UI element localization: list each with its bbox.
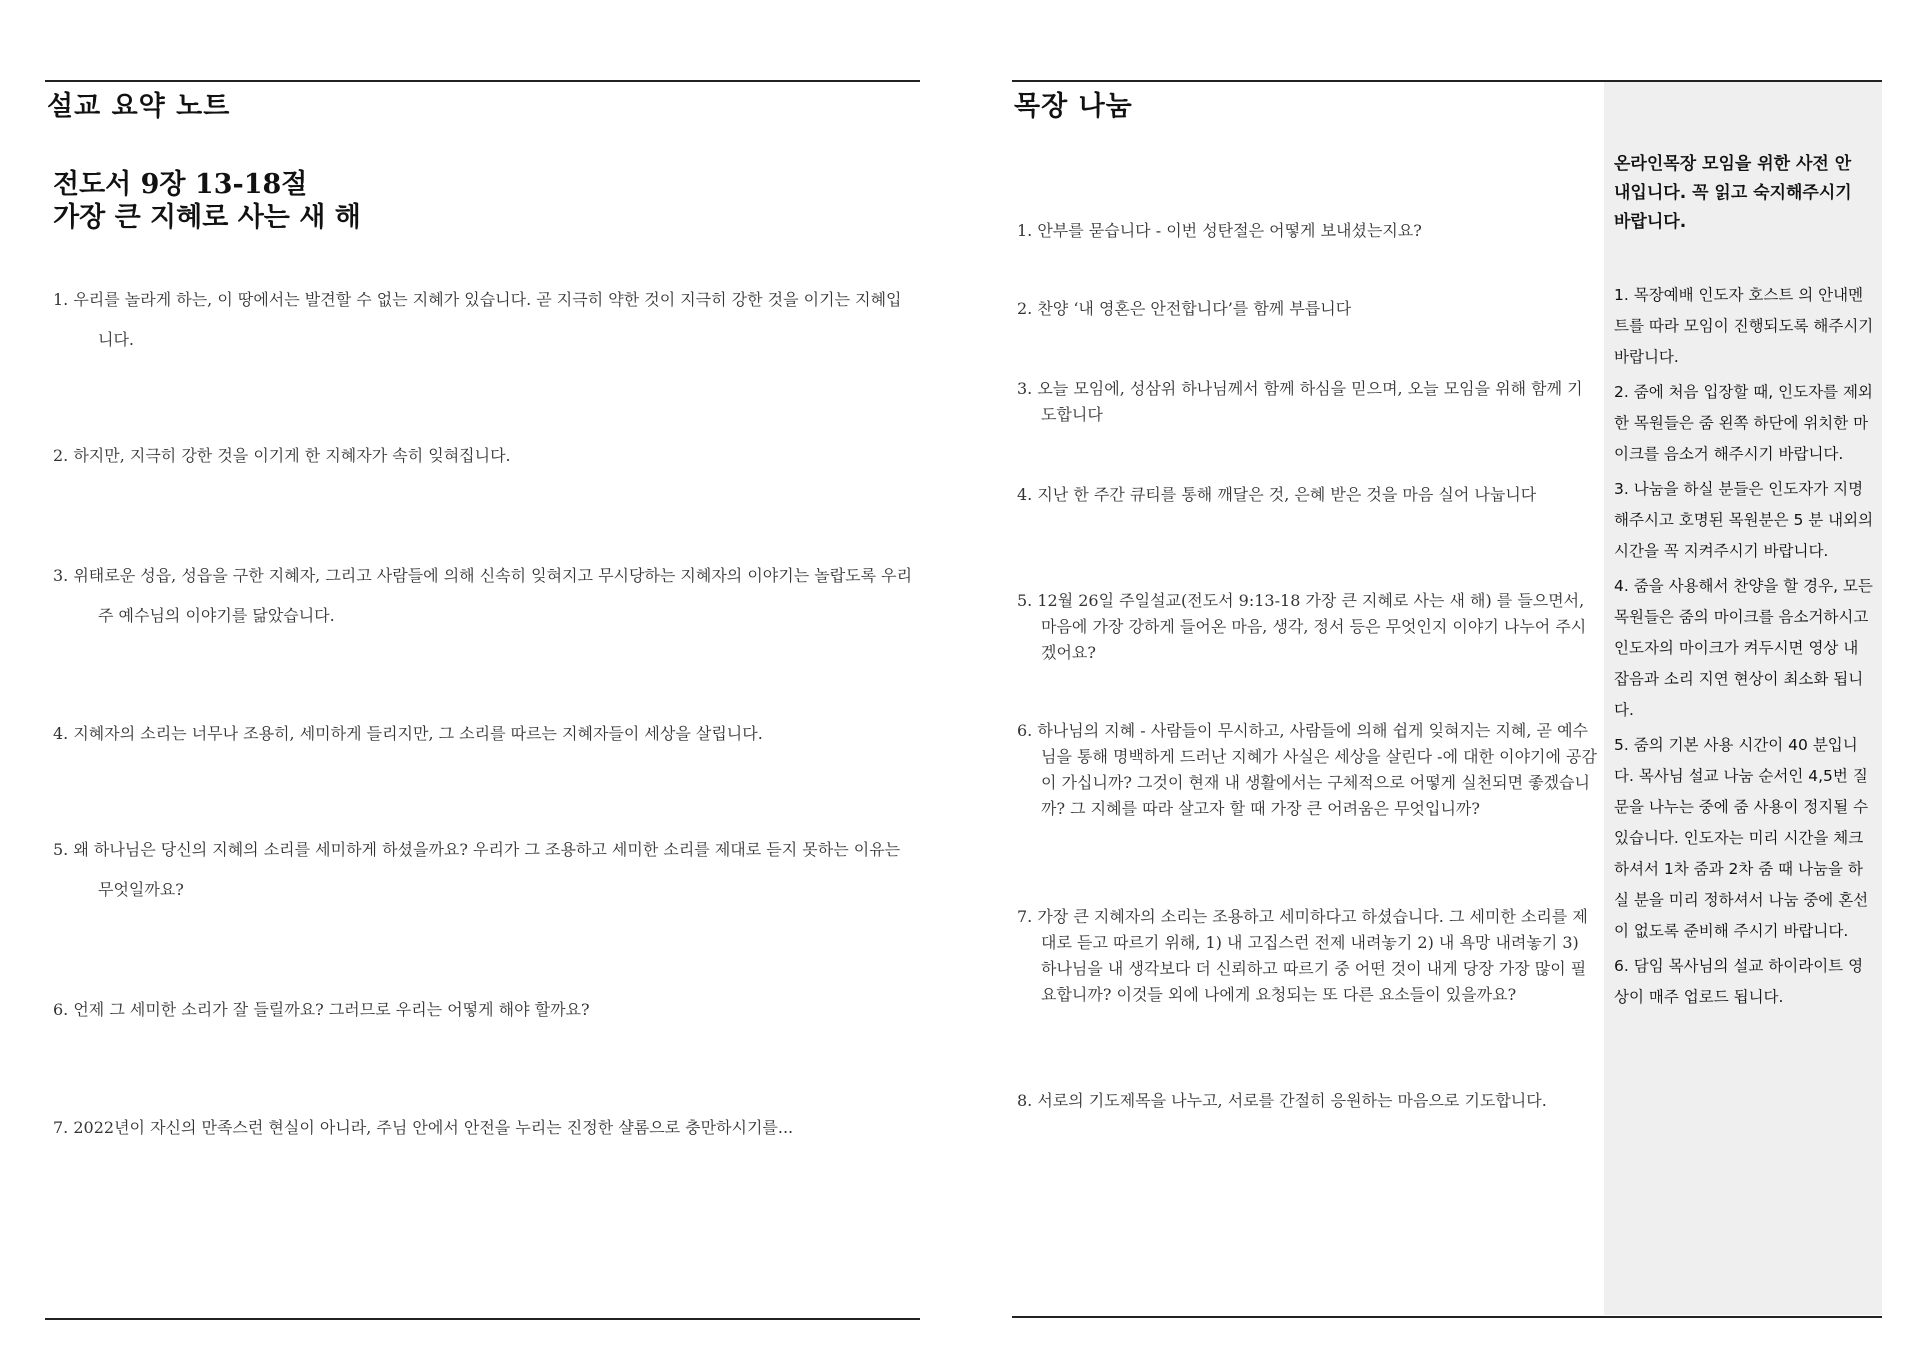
sermon-notes-page (45, 0, 920, 1362)
guide-item-3: 3. 나눔을 하실 분들은 인도자가 지명해주시고 호명된 목원분은 5 분 내외의 시간을 꼭 지켜주시기 바랍니다. (1614, 480, 1874, 560)
question-4: 4. 지난 한 주간 큐티를 통해 깨달은 것, 은혜 받은 것을 마음 실어 나눕니다 (1017, 485, 1537, 504)
question-3: 3. 오늘 모임에, 성삼위 하나님께서 함께 하심을 믿으며, 오늘 모임을 위해 함께 기도합니다 (1017, 379, 1583, 424)
note-item-7: 7. 2022년이 자신의 만족스런 현실이 아니라, 주님 안에서 안전을 누리는 진정한 샬롬으로 충만하시기를... (53, 1118, 794, 1137)
question-8: 8. 서로의 기도제목을 나누고, 서로를 간절히 응원하는 마음으로 기도합니다. (1017, 1091, 1547, 1110)
guide-item-5: 5. 줌의 기본 사용 시간이 40 분입니다. 목사님 설교 나눔 순서인 4,5번 질문을 나누는 중에 줌 사용이 정지될 수 있습니다. 인도자는 미리 시간을 체크하셔서 1차 줌과 2차 줌 때 나눔을 하실 분을 미리 정하셔서 나눔 중에 혼선이 없도록 준비해 주시기 바랍니다. (1614, 736, 1869, 940)
sermon-title: 가장 큰 지혜로 사는 새 해 (53, 202, 361, 233)
note-item-6: 6. 언제 그 세미한 소리가 잘 들릴까요? 그러므로 우리는 어떻게 해야 할까요? (53, 1000, 590, 1019)
small-group-title: 목장 나눔 (1014, 91, 1133, 122)
guide-item-4: 4. 줌을 사용해서 찬양을 할 경우, 모든 목원들은 줌의 마이크를 음소거하시고 인도자의 마이크가 켜두시면 영상 내 잡음과 소리 지연 현상이 최소화 됩니다. (1614, 577, 1873, 719)
sermon-heading (53, 168, 361, 234)
question-1: 1. 안부를 묻습니다 - 이번 성탄절은 어떻게 보내셨는지요? (1017, 221, 1422, 240)
note-item-2: 2. 하지만, 지극히 강한 것을 이기게 한 지혜자가 속히 잊혀집니다. (53, 446, 511, 465)
sermon-scripture: 전도서 9장 13-18절 (53, 169, 308, 200)
guide-list (1614, 280, 1876, 1017)
guide-item-6: 6. 담임 목사님의 설교 하이라이트 영상이 매주 업로드 됩니다. (1614, 957, 1864, 1006)
guide-heading: 온라인목장 모임을 위한 사전 안내입니다. 꼭 읽고 숙지해주시기 바랍니다. (1614, 154, 1852, 232)
sermon-notes-title: 설교 요약 노트 (47, 91, 231, 122)
guide-item-1: 1. 목장예배 인도자 호스트 의 안내멘트를 따라 모임이 진행되도록 해주시기 바랍니다. (1614, 286, 1874, 366)
question-2: 2. 찬양 ‘내 영혼은 안전합니다’를 함께 부릅니다 (1017, 299, 1352, 318)
note-item-4: 4. 지혜자의 소리는 너무나 조용히, 세미하게 들리지만, 그 소리를 따르는 지혜자들이 세상을 살립니다. (53, 724, 763, 743)
note-item-1: 1. 우리를 놀라게 하는, 이 땅에서는 발견할 수 없는 지혜가 있습니다. 곧 지극히 약한 것이 지극히 강한 것을 이기는 지혜입니다. (53, 290, 902, 349)
question-7: 7. 가장 큰 지혜자의 소리는 조용하고 세미하다고 하셨습니다. 그 세미한 소리를 제대로 듣고 따르기 위해, 1) 내 고집스런 전제 내려놓기 2) 내 욕망 내려놓기 3) 하나님을 내 생각보다 더 신뢰하고 따르기 중 어떤 것이 내게 당장 가장 많이 필요합니까? 이것들 외에 나에게 요청되는 또 다른 요소들이 있을까요? (1017, 907, 1588, 1004)
online-meeting-guide (1604, 82, 1882, 1315)
question-6: 6. 하나님의 지혜 - 사람들이 무시하고, 사람들에 의해 쉽게 잊혀지는 지혜, 곧 예수님을 통해 명백하게 드러난 지혜가 사실은 세상을 살린다 -에 대한 이야기에 공감이 가십니까? 그것이 현재 내 생활에서는 구체적으로 어떻게 실천되면 좋겠습니까? 그 지혜를 따라 살고자 할 때 가장 큰 어려움은 무엇입니까? (1017, 721, 1597, 818)
note-item-3: 3. 위태로운 성읍, 성읍을 구한 지혜자, 그리고 사람들에 의해 신속히 잊혀지고 무시당하는 지혜자의 이야기는 놀랍도록 우리 주 예수님의 이야기를 닮았습니다. (53, 566, 913, 625)
guide-item-2: 2. 줌에 처음 입장할 때, 인도자를 제외한 목원들은 줌 왼쪽 하단에 위치한 마이크를 음소거 해주시기 바랍니다. (1614, 383, 1873, 463)
question-5: 5. 12월 26일 주일설교(전도서 9:13-18 가장 큰 지혜로 사는 새 해) 를 들으면서, 마음에 가장 강하게 들어온 마음, 생각, 정서 등은 무엇인지 이야기 나누어 주시겠어요? (1017, 591, 1587, 662)
note-item-5: 5. 왜 하나님은 당신의 지혜의 소리를 세미하게 하셨을까요? 우리가 그 조용하고 세미한 소리를 제대로 듣지 못하는 이유는 무엇일까요? (53, 840, 901, 899)
